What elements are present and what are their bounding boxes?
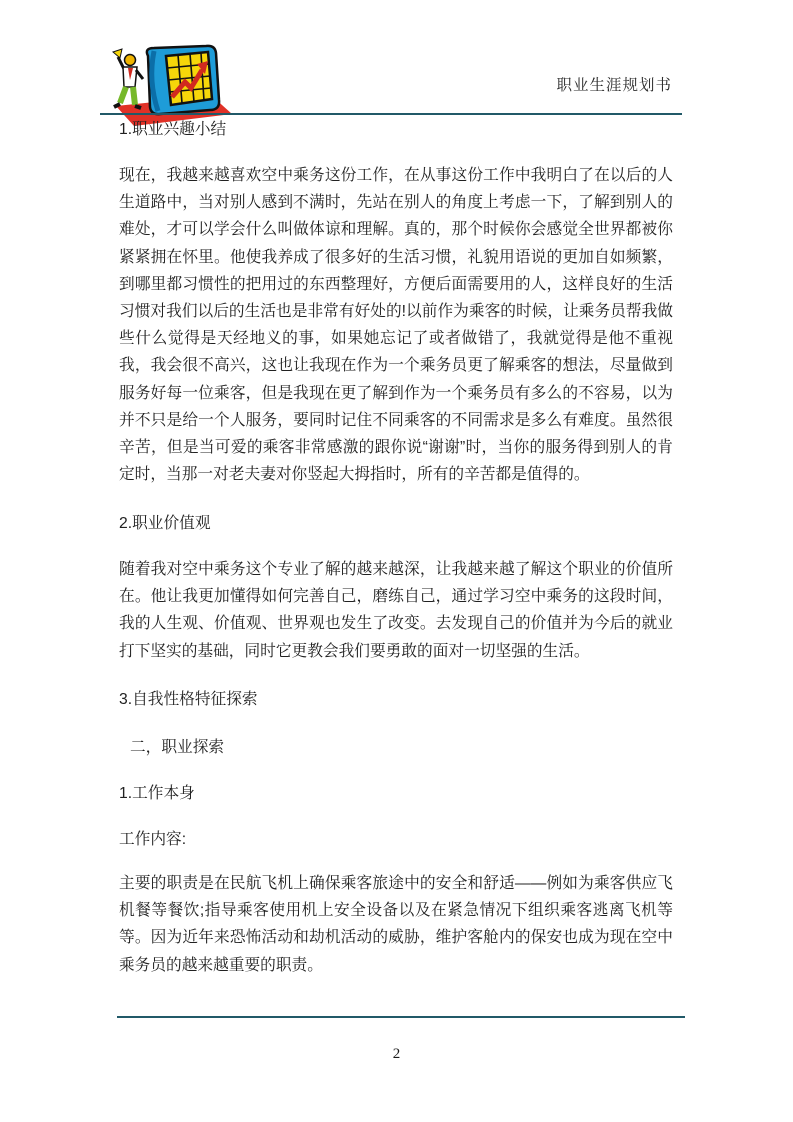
section-heading-personality-exploration: 3.自我性格特征探索 bbox=[119, 691, 258, 708]
paragraph-career-values: 随着我对空中乘务这个专业了解的越来越深，让我越来越了解这个职业的价值所在。他让我更加懂得如何完善自己，磨练自己，通过学习空中乘务的这段时间，我的人生观、价值观、世界观也发生了改变。去发现自己的价值并为今后的就业打下坚实的基础，同时它更教会我们要勇敢的面对一切坚强的生活。 bbox=[119, 561, 673, 660]
page-number: 2 bbox=[392, 1046, 401, 1062]
section-heading-job-itself: 1.工作本身 bbox=[119, 785, 195, 802]
document-header-title: 职业生涯规划书 bbox=[556, 77, 672, 94]
logo-person-arm bbox=[136, 70, 143, 79]
paragraph-interest-summary: 现在，我越来越喜欢空中乘务这份工作，在从事这份工作中我明白了在以后的人生道路中，当对别人感到不满时，先站在别人的角度上考虑一下，了解到别人的难处，才可以学会什么叫做体谅和理解。真的，那个时候你会感觉全世界都被你紧紧拥在怀里。他使我养成了很多好的生活习惯，礼貌用语说的更加自如频繁，到哪里都习惯性的把用过的东西整理好，方便后面需要用的人，这样良好的生活习惯对我们以后的生活也是非常有好处的!以前作为乘客的时候，让乘务员帮我做些什么觉得是天经地义的事，如果她忘记了或者做错了，我就觉得是他不重视我，我会很不高兴，这也让我现在作为一个乘务员更了解乘客的想法，尽量做到服务好每一位乘客，但是我现在更了解到作为一个乘务员有多么的不容易，以为并不只是给一个人服务，要同时记住不同乘客的不同需求是多么有难度。虽然很辛苦，但是当可爱的乘客非常感激的跟你说“谢谢”时，当你的服务得到别人的肯定时，当那一对老夫妻对你竖起大拇指时，所有的辛苦都是值得的。 bbox=[119, 167, 673, 484]
logo-person-head bbox=[125, 55, 136, 66]
section-heading-career-values: 2.职业价值观 bbox=[119, 515, 211, 532]
header-divider bbox=[100, 113, 682, 115]
section-heading-interest-summary: 1.职业兴趣小结 bbox=[119, 121, 227, 138]
section-heading-career-exploration: 二，职业探索 bbox=[130, 739, 225, 756]
footer-divider bbox=[117, 1016, 685, 1018]
paragraph-job-duties: 主要的职责是在民航飞机上确保乘客旅途中的安全和舒适——例如为乘客供应飞机餐等餐饮;指导乘客使用机上安全设备以及在紧急情况下组织乘客逃离飞机等等。因为近年来恐怖活动和劫机活动的威胁，维护客舱内的保安也成为现在空中乘务员的越来越重要的职责。 bbox=[119, 875, 673, 974]
label-job-content: 工作内容: bbox=[119, 831, 187, 848]
logo-person-leg-left bbox=[120, 87, 126, 103]
logo-person-leg-right bbox=[133, 87, 135, 105]
logo-person-flag bbox=[113, 49, 122, 58]
